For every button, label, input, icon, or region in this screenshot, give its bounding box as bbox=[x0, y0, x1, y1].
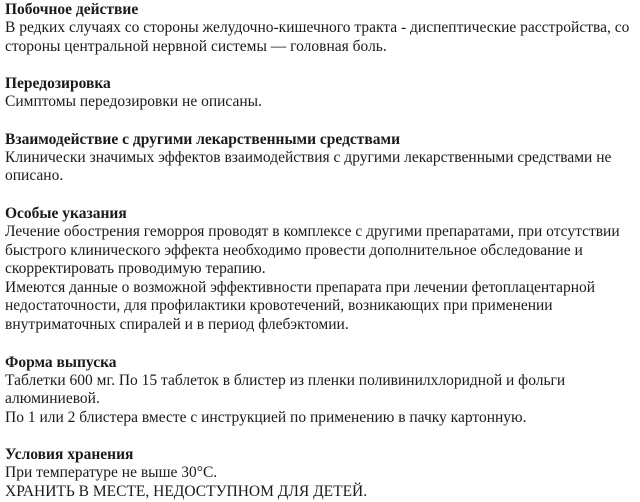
section-heading: Взаимодействие с другими лекарственными средствами bbox=[5, 130, 401, 148]
section-release-form bbox=[5, 353, 635, 428]
section-interactions bbox=[5, 130, 635, 186]
section-paragraph: Имеются данные о возможной эффективности препарата при лечении фетоплацентарной недостаточности, для профилактики кровотечений, возникающих при применении внутриматочных спиралей и в период флебэктомии. bbox=[5, 278, 596, 333]
section-spacer bbox=[5, 112, 635, 130]
section-heading: Передозировка bbox=[5, 75, 111, 93]
section-heading: Особые указания bbox=[5, 204, 127, 222]
section-spacer bbox=[5, 427, 635, 445]
section-paragraph: Симптомы передозировки не описаны. bbox=[5, 93, 262, 111]
section-heading: Условия хранения bbox=[5, 446, 134, 464]
section-special-instructions bbox=[5, 204, 635, 335]
section-spacer bbox=[5, 186, 635, 204]
section-paragraph: В редких случаях со стороны желудочно-кишечного тракта - диспептические расстройства, со стороны центральной нервной системы — головная боль. bbox=[5, 19, 630, 55]
section-paragraph: ХРАНИТЬ В МЕСТЕ, НЕДОСТУПНОМ ДЛЯ ДЕТЕЙ. bbox=[5, 482, 368, 500]
section-overdose bbox=[5, 74, 635, 112]
section-paragraph: По 1 или 2 блистера вместе с инструкцией по применению в пачку картонную. bbox=[5, 408, 527, 426]
document-body bbox=[5, 0, 635, 502]
section-side-effects bbox=[5, 0, 635, 56]
section-paragraph: Клинически значимых эффектов взаимодействия с другими лекарственными средствами не описано. bbox=[5, 148, 612, 185]
section-storage-conditions bbox=[5, 445, 635, 501]
section-heading: Побочное действие bbox=[5, 1, 139, 18]
section-heading: Форма выпуска bbox=[5, 353, 117, 371]
section-paragraph: При температуре не выше 30°С. bbox=[5, 464, 218, 482]
section-paragraph: Таблетки 600 мг. По 15 таблеток в блистер из пленки поливинилхлоридной и фольги алюминиевой. bbox=[5, 371, 566, 408]
section-paragraph: Лечение обострения геморроя проводят в комплексе с другими препаратами, при отсутствии быстрого клинического эффекта необходимо провести дополнительное обследование и скорректировать проводимую терапию. bbox=[5, 222, 620, 278]
section-spacer bbox=[5, 335, 635, 353]
section-spacer bbox=[5, 56, 635, 74]
